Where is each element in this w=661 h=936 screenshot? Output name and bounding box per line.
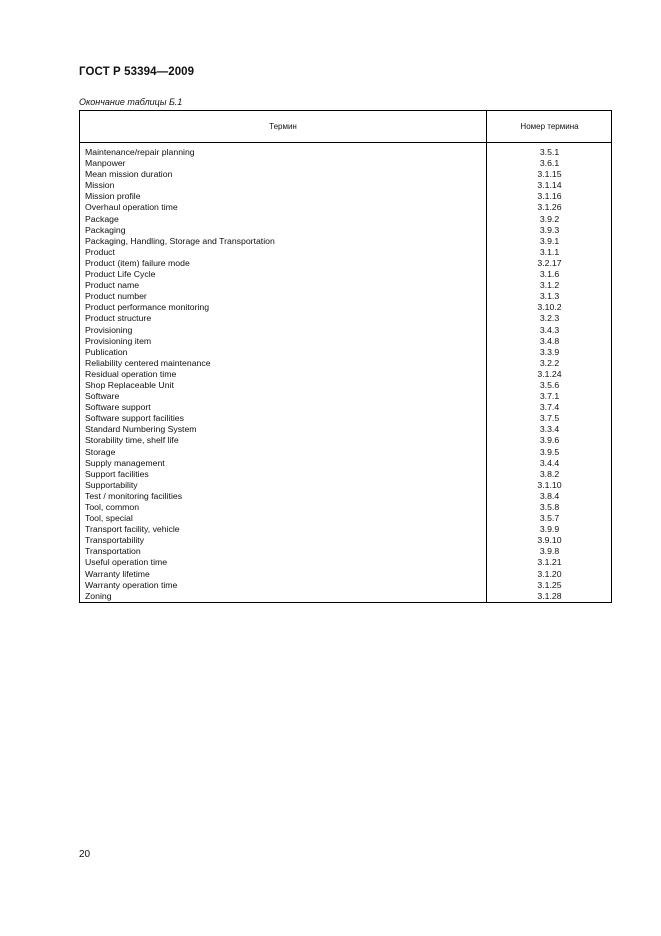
table-row <box>80 546 611 557</box>
term-cell: Storage <box>85 446 116 457</box>
term-cell: Warranty lifetime <box>85 568 150 579</box>
table-row <box>80 480 611 491</box>
term-number-cell: 3.1.15 <box>537 169 562 180</box>
term-number-cell: 3.2.2 <box>539 357 560 368</box>
table-row <box>80 214 611 225</box>
term-cell: Manpower <box>85 158 126 169</box>
term-number-cell: 3.1.21 <box>537 557 562 568</box>
table-row <box>80 291 611 302</box>
term-cell: Mean mission duration <box>85 169 173 180</box>
term-cell: Useful operation time <box>85 557 168 568</box>
term-number-cell: 3.2.17 <box>537 257 562 268</box>
term-number-cell: 3.1.25 <box>537 579 562 590</box>
table-row <box>80 380 611 391</box>
term-number-cell: 3.9.9 <box>539 524 560 535</box>
term-cell: Shop Replaceable Unit <box>85 379 174 390</box>
term-number-cell: 3.4.3 <box>539 324 560 335</box>
table-row <box>80 313 611 324</box>
term-cell: Supportability <box>85 479 138 490</box>
term-number-cell: 3.6.1 <box>539 158 560 169</box>
term-cell: Packaging <box>85 224 126 235</box>
table-header-row <box>80 111 611 143</box>
term-cell: Overhaul operation time <box>85 202 178 213</box>
term-number-cell: 3.5.1 <box>539 147 560 157</box>
term-number-cell: 3.1.10 <box>537 479 562 490</box>
term-cell: Transportability <box>85 535 145 546</box>
term-cell: Software support <box>85 402 151 413</box>
column-header-term: Термин <box>269 122 297 131</box>
term-number-cell: 3.1.1 <box>539 246 560 257</box>
term-cell: Product name <box>85 280 140 291</box>
term-cell: Tool, special <box>85 513 133 524</box>
term-cell: Software <box>85 391 120 402</box>
table-body <box>80 147 611 602</box>
term-number-cell: 3.1.14 <box>537 180 562 191</box>
term-cell: Product structure <box>85 313 152 324</box>
term-cell: Zoning <box>85 590 112 601</box>
term-cell: Transport facility, vehicle <box>85 524 180 535</box>
term-number-cell: 3.1.20 <box>537 568 562 579</box>
term-number-cell: 3.1.16 <box>537 191 562 202</box>
table-row <box>80 535 611 546</box>
table-row <box>80 458 611 469</box>
term-number-cell: 3.7.4 <box>539 402 560 413</box>
table-row <box>80 447 611 458</box>
term-cell: Product number <box>85 291 147 302</box>
term-number-cell: 3.9.3 <box>539 224 560 235</box>
table-row <box>80 325 611 336</box>
table-row <box>80 247 611 258</box>
table-row <box>80 336 611 347</box>
term-number-cell: 3.9.1 <box>539 235 560 246</box>
term-cell: Storability time, shelf life <box>85 435 179 446</box>
term-number-cell: 3.10.2 <box>537 302 562 313</box>
term-cell: Packaging, Handling, Storage and Transportation <box>85 235 275 246</box>
table-row <box>80 580 611 591</box>
table-row <box>80 236 611 247</box>
term-cell: Provisioning <box>85 324 133 335</box>
term-cell: Reliability centered maintenance <box>85 357 211 368</box>
term-number-cell: 3.3.4 <box>539 424 560 435</box>
term-cell: Supply management <box>85 457 165 468</box>
term-number-cell: 3.3.9 <box>539 346 560 357</box>
term-cell: Product Life Cycle <box>85 269 156 280</box>
table-row <box>80 180 611 191</box>
table-row <box>80 258 611 269</box>
term-cell: Support facilities <box>85 468 149 479</box>
table-caption: Окончание таблицы Б.1 <box>79 97 183 107</box>
column-header-number: Номер термина <box>520 122 579 131</box>
term-number-cell: 3.7.5 <box>539 413 560 424</box>
document-id: ГОСТ Р 53394—2009 <box>79 66 195 78</box>
term-number-cell: 3.9.2 <box>539 213 560 224</box>
term-number-cell: 3.5.6 <box>539 379 560 390</box>
term-cell: Mission <box>85 180 115 191</box>
table-row <box>80 280 611 291</box>
term-number-cell: 3.1.26 <box>537 202 562 213</box>
term-cell: Maintenance/repair planning <box>85 147 195 157</box>
table-row <box>80 158 611 169</box>
term-number-cell: 3.9.10 <box>537 535 562 546</box>
table-row <box>80 591 611 602</box>
term-cell: Tool, common <box>85 502 140 512</box>
table-row <box>80 569 611 580</box>
term-number-cell: 3.1.24 <box>537 368 562 379</box>
table-row <box>80 358 611 369</box>
term-cell: Provisioning item <box>85 335 152 346</box>
table-row <box>80 191 611 202</box>
term-number-cell: 3.4.4 <box>539 457 560 468</box>
term-number-cell: 3.8.2 <box>539 468 560 479</box>
term-number-cell: 3.1.3 <box>539 291 560 302</box>
term-cell: Test / monitoring facilities <box>85 490 183 501</box>
term-cell: Standard Numbering System <box>85 424 197 435</box>
table-row <box>80 424 611 435</box>
table-row <box>80 557 611 568</box>
term-cell: Product (item) failure mode <box>85 257 190 268</box>
table-row <box>80 391 611 402</box>
table-row <box>80 169 611 180</box>
term-cell: Warranty operation time <box>85 579 178 590</box>
term-cell: Product <box>85 246 115 257</box>
table-row <box>80 469 611 480</box>
term-number-cell: 3.1.6 <box>539 269 560 280</box>
table-row <box>80 502 611 513</box>
term-number-cell: 3.9.6 <box>539 435 560 446</box>
table-row <box>80 269 611 280</box>
term-cell: Software support facilities <box>85 413 184 424</box>
table-row <box>80 347 611 358</box>
term-number-cell: 3.4.8 <box>539 335 560 346</box>
table-row <box>80 402 611 413</box>
term-cell: Residual operation time <box>85 368 177 379</box>
term-cell: Product performance monitoring <box>85 302 210 313</box>
term-number-cell: 3.5.7 <box>539 513 560 524</box>
term-number-cell: 3.9.5 <box>539 446 560 457</box>
term-number-cell: 3.5.8 <box>539 502 560 512</box>
term-cell: Transportation <box>85 546 141 557</box>
term-number-cell: 3.1.2 <box>539 280 560 291</box>
term-number-cell: 3.1.28 <box>537 590 562 601</box>
table-row <box>80 513 611 524</box>
table-row <box>80 147 611 158</box>
table-row <box>80 524 611 535</box>
term-cell: Mission profile <box>85 191 141 202</box>
page-number: 20 <box>79 849 91 860</box>
table-row <box>80 435 611 446</box>
table-row <box>80 369 611 380</box>
table-row <box>80 302 611 313</box>
term-number-cell: 3.2.3 <box>539 313 560 324</box>
table-row <box>80 202 611 213</box>
term-cell: Package <box>85 213 119 224</box>
term-number-cell: 3.8.4 <box>539 490 560 501</box>
term-number-cell: 3.7.1 <box>539 391 560 402</box>
terms-table <box>79 110 612 603</box>
term-cell: Publication <box>85 346 128 357</box>
table-row <box>80 491 611 502</box>
term-number-cell: 3.9.8 <box>539 546 560 557</box>
table-row <box>80 225 611 236</box>
table-row <box>80 413 611 424</box>
